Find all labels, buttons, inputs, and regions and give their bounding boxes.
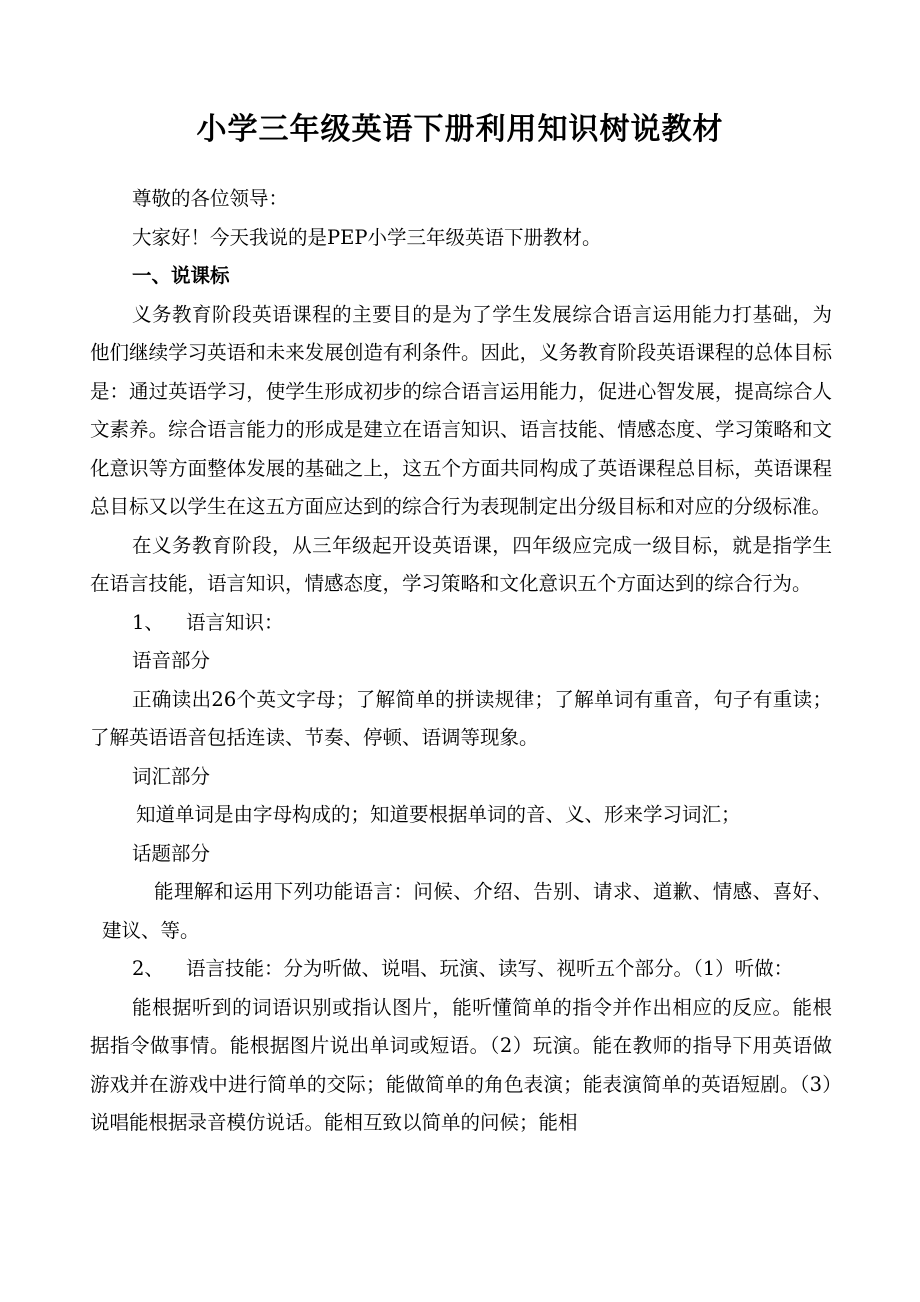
vocabulary-paragraph: 知道单词是由字母构成的；知道要根据单词的音、义、形来学习词汇； <box>136 803 741 826</box>
document-body <box>90 180 832 1143</box>
numbered-item-language-skills <box>90 950 832 989</box>
greeting-paragraph: 大家好！今天我说的是PEP小学三年级英语下册教材。 <box>132 225 602 249</box>
item-text: 语言技能：分为听做、说唱、玩演、读写、视听五个部分。（1）听做： <box>186 957 794 980</box>
stage-paragraph: 在义务教育阶段，从三年级起开设英语课，四年级应完成一级目标，就是指学生在语言技能，语言知识，情感态度，学习策略和文化意识五个方面达到的综合行为。 <box>90 533 832 595</box>
item-number: 2、 <box>132 957 164 980</box>
phonetics-paragraph: 正确读出26个英文字母；了解简单的拼读规律；了解单词有重音，句子有重读；了解英语语音包括连读、节奏、停顿、语调等现象。 <box>90 687 832 749</box>
section-heading: 一、说课标 <box>132 264 230 287</box>
curriculum-paragraph: 义务教育阶段英语课程的主要目的是为了学生发展综合语言运用能力打基础，为他们继续学习英语和未来发展创造有利条件。因此，义务教育阶段英语课程的总体目标是：通过英语学习，使学生形成初步的综合语言运用能力，促进心智发展，提高综合人文素养。综合语言能力的形成是建立在语言知识、语言技能、情感态度、学习策略和文化意识等方面整体发展的基础之上，这五个方面共同构成了英语课程总目标，英语课程总目标又以学生在这五方面应达到的综合行为表现制定出分级目标和对应的分级标准。 <box>90 302 832 518</box>
topics-paragraph: 能理解和运用下列功能语言：问候、介绍、告别、请求、道歉、情感、喜好、建议、等。 <box>102 880 832 942</box>
skills-paragraph: 能根据听到的词语识别或指认图片，能听懂简单的指令并作出相应的反应。能根据指令做事情。能根据图片说出单词或短语。（2）玩演。能在教师的指导下用英语做游戏并在游戏中进行简单的交际；能做简单的角色表演；能表演简单的英语短剧。（3）说唱能根据录音模仿说话。能相互致以简单的问候；能相 <box>90 995 832 1134</box>
item-number: 1、 <box>132 610 164 634</box>
document-title: 小学三年级英语下册利用知识树说教材 <box>196 112 724 147</box>
subheading-phonetics: 语音部分 <box>132 649 211 672</box>
subheading-vocabulary: 词汇部分 <box>132 764 211 788</box>
subheading-topics: 话题部分 <box>132 841 211 865</box>
numbered-item-language-knowledge <box>90 604 832 643</box>
item-text: 语言知识： <box>186 610 284 634</box>
salutation: 尊敬的各位领导： <box>132 187 289 210</box>
